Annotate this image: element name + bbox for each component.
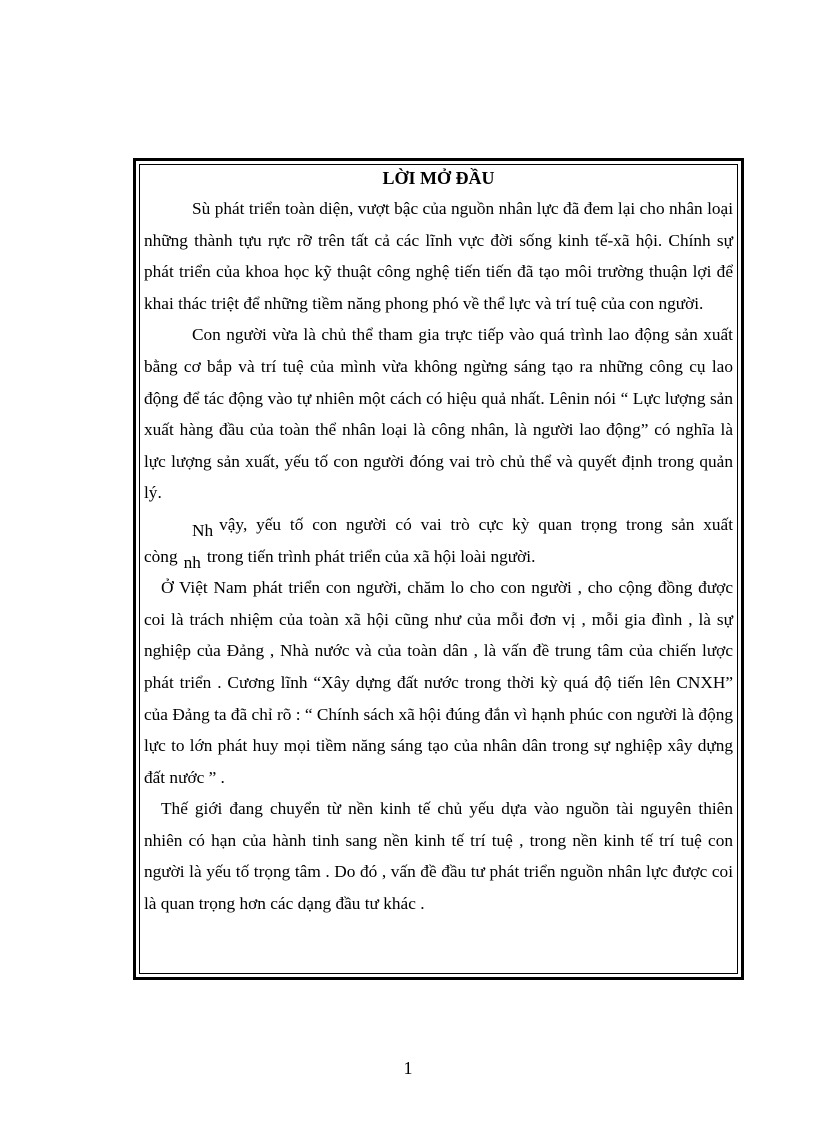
paragraph-2: Con người vừa là chủ thể tham gia trực tiếp vào quá trình lao động sản xuất bằng cơ bắp và trí tuệ của mình vừa không ngừng sáng tạo ra những công cụ lao động để tác động vào tự nhiên một cách có hiệu quả nhất. Lênin nói “ Lực lượng sản xuất hàng đầu của toàn thể nhân loại là công nhân, là người lao động” có nghĩa là lực lượng sản xuất, yếu tố con người đóng vai trò chủ thể và quyết định trong quản lý. [144,325,733,503]
paragraph-5: Thế giới đang chuyển từ nền kinh tế chủ yếu dựa vào nguồn tài nguyên thiên nhiên có hạn của hành tinh sang nền kinh tế trí tuệ , trong nền kinh tế trí tuệ con người là yếu tố trọng tâm . Do đó , vấn đề đầu tư phát triển nguồn nhân lực được coi là quan trọng hơn các dạng đầu tư khác . [144,799,733,914]
paragraph-3-word-cong: còng [144,546,178,566]
paragraph-3-text-a: vậy, yếu tố con người có vai trò cực kỳ quan trọng trong sản xuất [219,514,733,534]
paragraph-3 [144,509,733,572]
paragraph-3-text-b: trong tiến trình phát triển của xã hội loài người. [206,546,536,566]
document-title: LỜI MỞ ĐẦU [382,168,495,188]
document-body [144,165,733,920]
paragraph-3-word-nh: Nh [192,520,214,540]
page-number: 1 [403,1058,413,1078]
paragraph-4: Ở Việt Nam phát triển con người, chăm lo cho con người , cho cộng đồng được coi là trách nhiệm của toàn xã hội cũng như của mỗi đơn vị , mỗi gia đình , là sự nghiệp của Đảng , Nhà nước và của toàn dân , là vấn đề trung tâm của chiến lược phát triển . Cương lĩnh “Xây dựng đất nước trong thời kỳ quá độ tiến lên CNXH” của Đảng ta đã chỉ rõ : “ Chính sách xã hội đúng đắn vì hạnh phúc con người là động lực to lớn phát huy mọi tiềm năng sáng tạo của nhân dân trong sự nghiệp xây dựng đất nước ” . [144,578,733,787]
paragraph-1: Sù phát triển toàn diện, vượt bậc của nguồn nhân lực đã đem lại cho nhân loại những thành tựu rực rỡ trên tất cả các lĩnh vực đời sống kinh tế-xã hội. Chính sự phát triển của khoa học kỹ thuật công nghệ tiến tiến đã tạo môi trường thuận lợi để khai thác triệt để những tiềm năng phong phó về thể lực và trí tuệ của con người. [144,199,733,313]
paragraph-3-sub-nh: nh [183,552,201,572]
